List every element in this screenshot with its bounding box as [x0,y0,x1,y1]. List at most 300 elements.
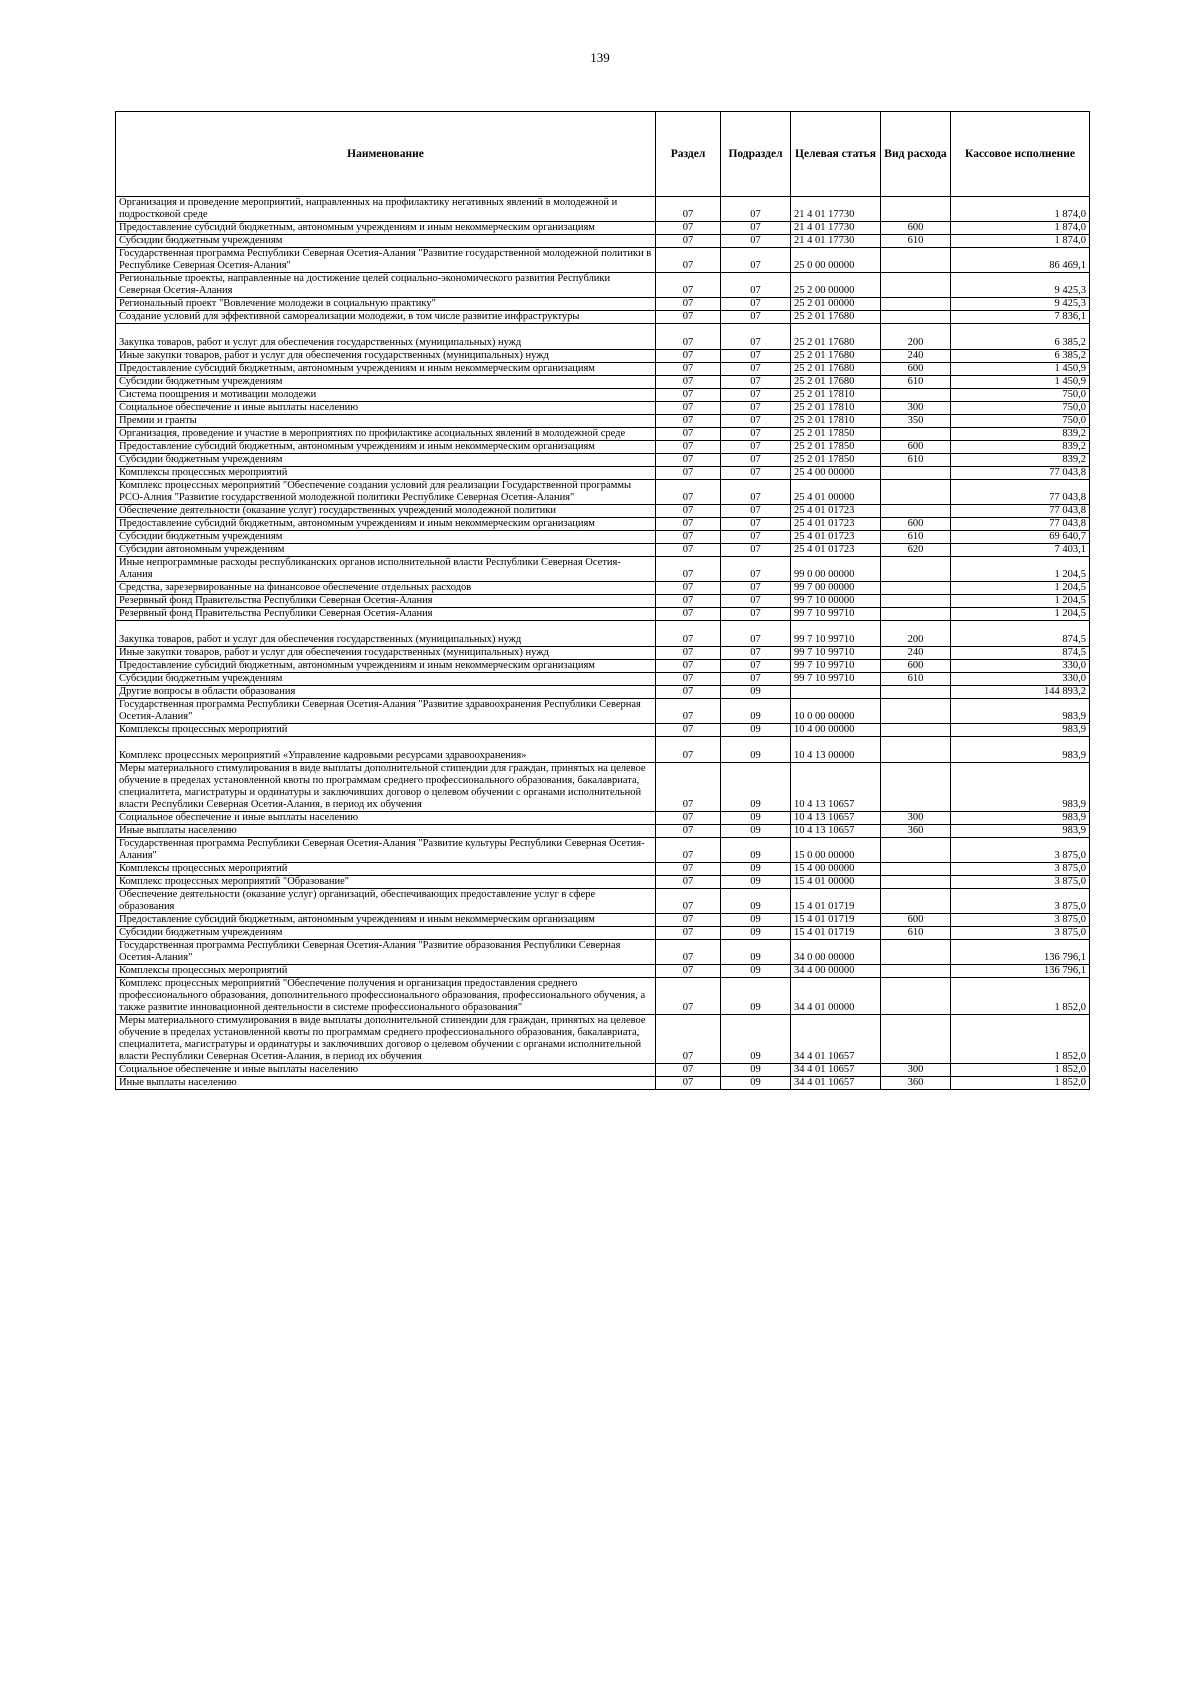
cell-name: Закупка товаров, работ и услуг для обеспечения государственных (муниципальных) нужд [116,324,656,350]
cell-type [881,595,951,608]
cell-target: 99 7 10 99710 [791,608,881,621]
cell-type [881,978,951,1015]
cell-amount: 1 204,5 [951,595,1090,608]
cell-target: 25 2 01 00000 [791,298,881,311]
cell-section: 07 [656,197,721,222]
cell-section: 07 [656,350,721,363]
cell-target [791,686,881,699]
cell-name: Организация, проведение и участие в мероприятиях по профилактике асоциальных явлений в молодежной среде [116,428,656,441]
cell-amount: 874,5 [951,621,1090,647]
cell-target: 25 2 01 17680 [791,350,881,363]
cell-subsection: 07 [721,647,791,660]
cell-amount: 77 043,8 [951,467,1090,480]
cell-name: Региональные проекты, направленные на достижение целей социально-экономического развития Республики Северная Осетия-Алания [116,273,656,298]
cell-subsection: 09 [721,812,791,825]
table-row [116,876,1090,889]
cell-target: 15 4 01 01719 [791,889,881,914]
cell-type: 240 [881,647,951,660]
table-row [116,940,1090,965]
table-row [116,660,1090,673]
cell-amount: 144 893,2 [951,686,1090,699]
cell-type [881,273,951,298]
column-header-section: Раздел [656,112,721,197]
cell-section: 07 [656,248,721,273]
cell-subsection: 07 [721,235,791,248]
table-row [116,415,1090,428]
cell-section: 07 [656,673,721,686]
cell-name: Комплексы процессных мероприятий [116,965,656,978]
table-row [116,838,1090,863]
table-row [116,531,1090,544]
cell-subsection: 07 [721,197,791,222]
cell-section: 07 [656,737,721,763]
cell-section: 07 [656,467,721,480]
cell-subsection: 09 [721,699,791,724]
cell-section: 07 [656,235,721,248]
cell-name: Предоставление субсидий бюджетным, автономным учреждениям и иным некоммерческим организациям [116,518,656,531]
cell-section: 07 [656,273,721,298]
cell-type [881,467,951,480]
cell-amount: 750,0 [951,415,1090,428]
column-header-type: Вид расхода [881,112,951,197]
cell-amount: 1 874,0 [951,222,1090,235]
cell-name: Премии и гранты [116,415,656,428]
cell-amount: 983,9 [951,699,1090,724]
cell-name: Средства, зарезервированные на финансовое обеспечение отдельных расходов [116,582,656,595]
table-row [116,965,1090,978]
cell-subsection: 07 [721,222,791,235]
cell-amount: 3 875,0 [951,863,1090,876]
cell-amount: 839,2 [951,428,1090,441]
cell-target: 21 4 01 17730 [791,222,881,235]
cell-type: 600 [881,660,951,673]
cell-name: Предоставление субсидий бюджетным, автономным учреждениям и иным некоммерческим организациям [116,660,656,673]
cell-subsection: 07 [721,248,791,273]
cell-target: 25 4 01 01723 [791,505,881,518]
cell-amount: 750,0 [951,389,1090,402]
cell-name: Резервный фонд Правительства Республики Северная Осетия-Алания [116,595,656,608]
table-row [116,978,1090,1015]
cell-type: 200 [881,621,951,647]
cell-target: 25 2 01 17810 [791,402,881,415]
cell-type: 600 [881,363,951,376]
cell-amount: 1 204,5 [951,608,1090,621]
cell-type [881,838,951,863]
cell-subsection: 07 [721,544,791,557]
cell-section: 07 [656,582,721,595]
cell-subsection: 07 [721,608,791,621]
cell-type [881,699,951,724]
table-row [116,248,1090,273]
cell-target: 34 4 01 10657 [791,1064,881,1077]
cell-amount: 69 640,7 [951,531,1090,544]
cell-subsection: 09 [721,1015,791,1064]
cell-type [881,389,951,402]
table-row [116,825,1090,838]
cell-type [881,311,951,324]
cell-target: 25 0 00 00000 [791,248,881,273]
cell-type [881,889,951,914]
cell-section: 07 [656,686,721,699]
cell-section: 07 [656,1064,721,1077]
table-row [116,927,1090,940]
cell-section: 07 [656,324,721,350]
cell-target: 15 4 00 00000 [791,863,881,876]
cell-type: 300 [881,1064,951,1077]
cell-type [881,1015,951,1064]
cell-amount: 1 204,5 [951,582,1090,595]
cell-amount: 983,9 [951,825,1090,838]
cell-name: Региональный проект "Вовлечение молодежи в социальную практику" [116,298,656,311]
cell-subsection: 07 [721,298,791,311]
cell-name: Иные закупки товаров, работ и услуг для обеспечения государственных (муниципальных) нужд [116,350,656,363]
cell-section: 07 [656,480,721,505]
cell-type [881,608,951,621]
cell-section: 07 [656,660,721,673]
cell-name: Государственная программа Республики Северная Осетия-Алания "Развитие образования Республики Северная Осетия-Алания" [116,940,656,965]
cell-type [881,876,951,889]
cell-subsection: 09 [721,876,791,889]
cell-target: 34 4 01 10657 [791,1077,881,1090]
cell-type: 610 [881,927,951,940]
cell-target: 25 2 01 17850 [791,441,881,454]
cell-name: Комплексы процессных мероприятий [116,724,656,737]
cell-name: Создание условий для эффективной самореализации молодежи, в том числе развитие инфраструктуры [116,311,656,324]
cell-name: Социальное обеспечение и иные выплаты населению [116,402,656,415]
table-row [116,673,1090,686]
cell-section: 07 [656,505,721,518]
cell-amount: 77 043,8 [951,518,1090,531]
cell-section: 07 [656,441,721,454]
cell-subsection: 09 [721,863,791,876]
page-number: 139 [590,50,610,65]
cell-section: 07 [656,376,721,389]
cell-target: 25 4 01 01723 [791,518,881,531]
cell-section: 07 [656,699,721,724]
cell-section: 07 [656,402,721,415]
cell-section: 07 [656,222,721,235]
cell-type [881,480,951,505]
column-header-amount: Кассовое исполнение [951,112,1090,197]
cell-section: 07 [656,812,721,825]
cell-type [881,940,951,965]
cell-section: 07 [656,389,721,402]
cell-name: Меры материального стимулирования в виде выплаты дополнительной стипендии для граждан, принятых на целевое обучение в пределах установленной квоты по программам среднего профессионального образования, бакалавриата, специалитета, магистратуры и ординатуры и заключивших договор о целевом обучении с органами исполнительной власти Республики Северная Осетия-Алания, в период их обучения [116,1015,656,1064]
cell-amount: 1 852,0 [951,1077,1090,1090]
cell-section: 07 [656,621,721,647]
cell-target: 99 7 00 00000 [791,582,881,595]
cell-type [881,686,951,699]
cell-name: Комплекс процессных мероприятий "Обеспечение создания условий для реализации Государственной программы РСО-Алния "Развитие государственной молодежной политики Республике Северная Осетия-Алания" [116,480,656,505]
cell-name: Предоставление субсидий бюджетным, автономным учреждениям и иным некоммерческим организациям [116,441,656,454]
cell-target: 99 7 10 99710 [791,647,881,660]
cell-type: 610 [881,531,951,544]
cell-amount: 3 875,0 [951,838,1090,863]
table-row [116,914,1090,927]
table-row [116,582,1090,595]
table-row [116,1064,1090,1077]
cell-target: 25 2 01 17680 [791,376,881,389]
table-row [116,298,1090,311]
cell-amount: 1 852,0 [951,1015,1090,1064]
cell-subsection: 07 [721,428,791,441]
cell-amount: 3 875,0 [951,876,1090,889]
table-row [116,441,1090,454]
cell-name: Обеспечение деятельности (оказание услуг) организаций, обеспечивающих предоставление услуг в сфере образования [116,889,656,914]
cell-subsection: 09 [721,737,791,763]
cell-type [881,428,951,441]
cell-target: 10 4 13 10657 [791,763,881,812]
cell-amount: 1 874,0 [951,197,1090,222]
cell-name: Государственная программа Республики Северная Осетия-Алания "Развитие государственной молодежной политики в Республике Северная Осетия-Алания" [116,248,656,273]
cell-section: 07 [656,940,721,965]
cell-target: 25 2 01 17680 [791,363,881,376]
table-row [116,1077,1090,1090]
cell-name: Комплекс процессных мероприятий "Обеспечение получения и организация предоставления среднего профессионального образования, дополнительного профессионального образования, профессионального обучения, а также развитие инновационной деятельности в системе профессионального образования" [116,978,656,1015]
cell-type [881,557,951,582]
cell-section: 07 [656,863,721,876]
cell-amount: 9 425,3 [951,298,1090,311]
cell-section: 07 [656,889,721,914]
cell-target: 99 0 00 00000 [791,557,881,582]
cell-section: 07 [656,595,721,608]
cell-amount: 77 043,8 [951,480,1090,505]
cell-subsection: 07 [721,582,791,595]
cell-target: 10 4 13 00000 [791,737,881,763]
cell-subsection: 09 [721,927,791,940]
cell-amount: 983,9 [951,724,1090,737]
table-row [116,389,1090,402]
cell-subsection: 07 [721,441,791,454]
cell-type: 350 [881,415,951,428]
cell-section: 07 [656,647,721,660]
table-row [116,595,1090,608]
cell-subsection: 07 [721,518,791,531]
table-row [116,557,1090,582]
cell-subsection: 09 [721,1077,791,1090]
cell-subsection: 07 [721,673,791,686]
cell-section: 07 [656,298,721,311]
table-row [116,518,1090,531]
cell-target: 25 2 01 17680 [791,311,881,324]
cell-type [881,505,951,518]
table-row [116,889,1090,914]
cell-type: 360 [881,1077,951,1090]
cell-type: 360 [881,825,951,838]
cell-section: 07 [656,724,721,737]
cell-subsection: 09 [721,1064,791,1077]
cell-name: Комплекс процессных мероприятий «Управление кадровыми ресурсами здравоохранения» [116,737,656,763]
table-row [116,467,1090,480]
cell-target: 15 4 01 01719 [791,927,881,940]
cell-section: 07 [656,531,721,544]
cell-subsection: 07 [721,660,791,673]
cell-amount: 6 385,2 [951,350,1090,363]
cell-subsection: 07 [721,402,791,415]
cell-subsection: 09 [721,838,791,863]
cell-section: 07 [656,544,721,557]
cell-name: Система поощрения и мотивации молодежи [116,389,656,402]
cell-name: Субсидии бюджетным учреждениям [116,376,656,389]
cell-name: Субсидии автономным учреждениям [116,544,656,557]
cell-type [881,298,951,311]
table-row [116,505,1090,518]
cell-target: 25 2 00 00000 [791,273,881,298]
cell-name: Комплексы процессных мероприятий [116,863,656,876]
cell-subsection: 07 [721,311,791,324]
cell-subsection: 09 [721,724,791,737]
cell-subsection: 07 [721,621,791,647]
table-row [116,363,1090,376]
cell-amount: 330,0 [951,673,1090,686]
cell-target: 25 4 01 00000 [791,480,881,505]
cell-section: 07 [656,454,721,467]
cell-section: 07 [656,608,721,621]
cell-type [881,248,951,273]
cell-target: 15 0 00 00000 [791,838,881,863]
cell-name: Иные непрограммные расходы республиканских органов исполнительной власти Республики Северная Осетия-Алания [116,557,656,582]
cell-name: Другие вопросы в области образования [116,686,656,699]
cell-amount: 3 875,0 [951,927,1090,940]
cell-type [881,724,951,737]
table-row [116,763,1090,812]
cell-subsection: 07 [721,376,791,389]
cell-section: 07 [656,927,721,940]
cell-target: 25 2 01 17680 [791,324,881,350]
cell-target: 25 4 00 00000 [791,467,881,480]
cell-target: 15 4 01 00000 [791,876,881,889]
cell-type [881,582,951,595]
table-row [116,402,1090,415]
column-header-name: Наименование [116,112,656,197]
cell-target: 34 4 00 00000 [791,965,881,978]
budget-table [115,111,1090,1090]
cell-subsection: 09 [721,978,791,1015]
cell-section: 07 [656,428,721,441]
cell-name: Меры материального стимулирования в виде выплаты дополнительной стипендии для граждан, принятых на целевое обучение в пределах установленной квоты по программам среднего профессионального образования, бакалавриата, специалитета, магистратуры и ординатуры и заключивших договор о целевом обучении с органами исполнительной власти Республики Северная Осетия-Алания, в период их обучения [116,763,656,812]
cell-subsection: 07 [721,531,791,544]
cell-type: 620 [881,544,951,557]
cell-name: Иные выплаты населению [116,1077,656,1090]
cell-section: 07 [656,914,721,927]
cell-subsection: 09 [721,889,791,914]
cell-target: 25 2 01 17810 [791,389,881,402]
cell-name: Предоставление субсидий бюджетным, автономным учреждениям и иным некоммерческим организациям [116,222,656,235]
cell-name: Предоставление субсидий бюджетным, автономным учреждениям и иным некоммерческим организациям [116,363,656,376]
cell-amount: 86 469,1 [951,248,1090,273]
table-body [116,197,1090,1090]
cell-target: 99 7 10 99710 [791,621,881,647]
table-row [116,273,1090,298]
cell-type: 300 [881,402,951,415]
cell-amount: 3 875,0 [951,914,1090,927]
table-row [116,480,1090,505]
cell-section: 07 [656,363,721,376]
cell-type [881,763,951,812]
cell-subsection: 07 [721,415,791,428]
cell-name: Субсидии бюджетным учреждениям [116,531,656,544]
cell-target: 21 4 01 17730 [791,235,881,248]
cell-amount: 6 385,2 [951,324,1090,350]
cell-section: 07 [656,1077,721,1090]
cell-subsection: 09 [721,686,791,699]
table-row [116,812,1090,825]
cell-amount: 1 852,0 [951,978,1090,1015]
cell-subsection: 09 [721,763,791,812]
cell-subsection: 07 [721,480,791,505]
cell-target: 25 4 01 01723 [791,531,881,544]
cell-type: 610 [881,376,951,389]
cell-amount: 874,5 [951,647,1090,660]
cell-target: 34 4 01 10657 [791,1015,881,1064]
cell-target: 15 4 01 01719 [791,914,881,927]
table-row [116,454,1090,467]
cell-amount: 1 874,0 [951,235,1090,248]
column-header-target: Целевая статья [791,112,881,197]
cell-section: 07 [656,965,721,978]
cell-amount: 9 425,3 [951,273,1090,298]
cell-section: 07 [656,415,721,428]
table-row [116,544,1090,557]
cell-subsection: 07 [721,273,791,298]
cell-type: 600 [881,441,951,454]
cell-subsection: 07 [721,324,791,350]
cell-amount: 839,2 [951,441,1090,454]
cell-target: 25 2 01 17810 [791,415,881,428]
cell-name: Государственная программа Республики Северная Осетия-Алания "Развитие культуры Республики Северная Осетия-Алания" [116,838,656,863]
cell-name: Организация и проведение мероприятий, направленных на профилактику негативных явлений в молодежной и подростковой среде [116,197,656,222]
cell-amount: 983,9 [951,812,1090,825]
cell-section: 07 [656,825,721,838]
cell-amount: 750,0 [951,402,1090,415]
cell-subsection: 07 [721,595,791,608]
cell-section: 07 [656,1015,721,1064]
cell-type: 600 [881,518,951,531]
cell-target: 10 0 00 00000 [791,699,881,724]
cell-type [881,197,951,222]
cell-section: 07 [656,518,721,531]
cell-subsection: 07 [721,454,791,467]
cell-type: 600 [881,222,951,235]
column-header-subsection: Подраздел [721,112,791,197]
table-row [116,350,1090,363]
table-row [116,311,1090,324]
cell-amount: 1 204,5 [951,557,1090,582]
cell-subsection: 07 [721,389,791,402]
cell-target: 99 7 10 00000 [791,595,881,608]
cell-target: 34 0 00 00000 [791,940,881,965]
cell-amount: 1 450,9 [951,376,1090,389]
cell-amount: 330,0 [951,660,1090,673]
cell-name: Иные выплаты населению [116,825,656,838]
cell-amount: 77 043,8 [951,505,1090,518]
cell-name: Субсидии бюджетным учреждениям [116,454,656,467]
cell-subsection: 07 [721,363,791,376]
cell-target: 25 2 01 17850 [791,428,881,441]
cell-target: 99 7 10 99710 [791,673,881,686]
table-row [116,699,1090,724]
table-row [116,428,1090,441]
cell-target: 25 2 01 17850 [791,454,881,467]
cell-target: 10 4 13 10657 [791,825,881,838]
cell-target: 21 4 01 17730 [791,197,881,222]
table-row [116,737,1090,763]
cell-amount: 136 796,1 [951,965,1090,978]
cell-section: 07 [656,876,721,889]
cell-type [881,863,951,876]
table-header-row [116,112,1090,197]
table-row [116,376,1090,389]
